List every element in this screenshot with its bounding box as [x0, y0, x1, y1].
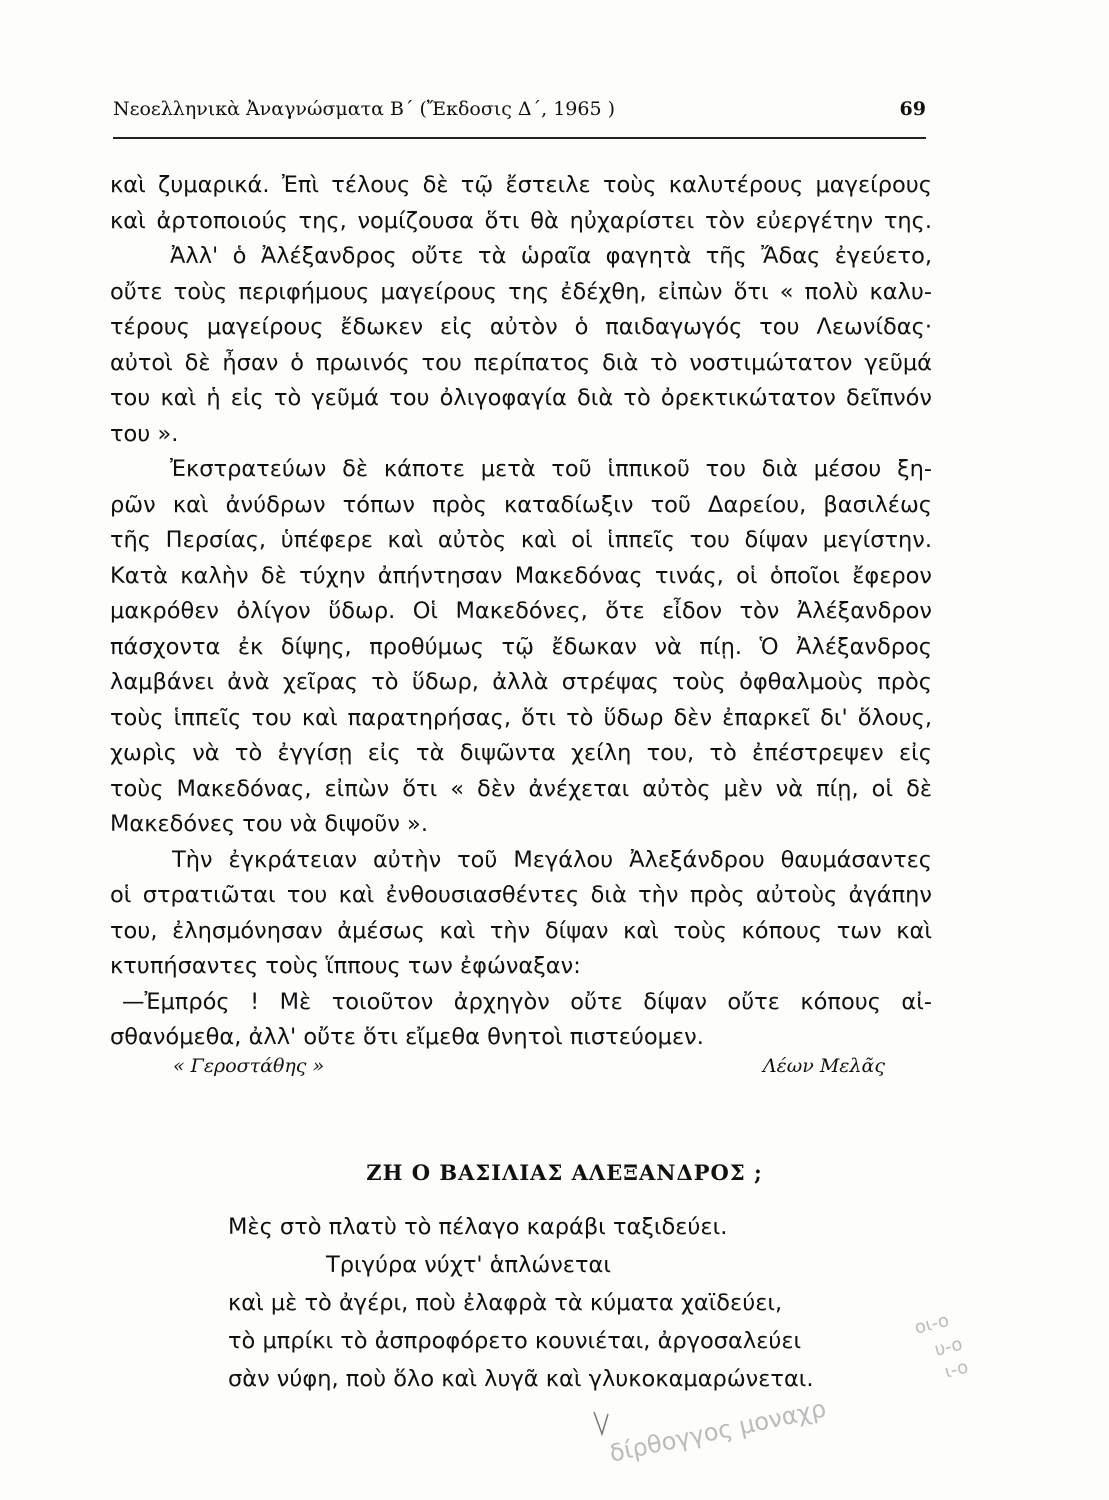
prose-line: του καὶ ἡ εἰς τὸ γεῦμά του ὀλιγοφαγία διὰ τὸ ὀρεκτικώτατον δεῖπνόν	[110, 385, 932, 411]
prose-line: τέρους μαγείρους ἔδωκεν εἰς αὐτὸν ὁ παιδαγωγός του Λεωνίδας·	[110, 314, 932, 340]
pencil-note-margin: ι-ο	[942, 1356, 971, 1383]
prose-line: χωρὶς νὰ τὸ ἐγγίσῃ εἰς τὰ διψῶντα χείλη του, τὸ ἐπέστρεψεν εἰς	[110, 740, 932, 766]
poem-title: ΖΗ Ο ΒΑΣΙΛΙΑΣ ΑΛΕΞΑΝΔΡΟΣ ;	[366, 1160, 763, 1185]
prose-line: Μακεδόνες του νὰ διψοῦν ».	[110, 811, 428, 837]
poem-line: τὸ μπρίκι τὸ ἀσπροφόρετο κουνιέται, ἀργοσαλεύει	[228, 1328, 802, 1354]
poem-body	[228, 1208, 868, 1398]
page-number: 69	[899, 98, 926, 120]
attribution-source: « Γεροστάθης »	[173, 1055, 325, 1077]
attribution-author: Λέων Μελᾶς	[762, 1055, 885, 1077]
pencil-note-margin: οι-ο	[912, 1309, 952, 1339]
prose-line: Ἀλλ' ὁ Ἀλέξανδρος οὔτε τὰ ὡραῖα φαγητὰ τῆς Ἄδας ἐγεύετο,	[170, 243, 932, 269]
prose-line: τοὺς Μακεδόνας, εἰπὼν ὅτι « δὲν ἀνέχεται αὐτὸς μὲν νὰ πίῃ, οἱ δὲ	[110, 775, 932, 802]
prose-line: —Ἐμπρός ! Μὲ τοιοῦτον ἀρχηγὸν οὔτε δίψαν οὔτε κόπους αἰ-	[122, 988, 932, 1015]
poem-line: σὰν νύφη, ποὺ ὅλο καὶ λυγᾶ καὶ γλυκοκαμαρώνεται.	[228, 1366, 814, 1392]
prose-line: Τὴν ἐγκράτειαν αὐτὴν τοῦ Μεγάλου Ἀλεξάνδρου θαυμάσαντες	[172, 846, 932, 873]
prose-body	[110, 168, 932, 1056]
prose-line: πάσχοντα ἐκ δίψης, προθύμως τῷ ἔδωκαν νὰ πίῃ. Ὁ Ἀλέξανδρος	[110, 633, 932, 660]
prose-line: οὔτε τοὺς περιφήμους μαγείρους της ἐδέχθη, εἰπὼν ὅτι « πολὺ καλυ-	[110, 278, 932, 305]
prose-line: του, ἐλησμόνησαν ἀμέσως καὶ τὴν δίψαν καὶ τοὺς κόπους των καὶ	[110, 917, 932, 944]
prose-line: καὶ ἀρτοποιούς της, νομίζουσα ὅτι θὰ ηὐχαρίστει τὸν εὐεργέτην της.	[110, 207, 932, 234]
prose-line: οἱ στρατιῶται του καὶ ἐνθουσιασθέντες διὰ τὴν πρὸς αὐτοὺς ἀγάπην	[110, 882, 932, 908]
pencil-note-margin: υ-ο	[932, 1333, 965, 1361]
poem-line: Μὲς στὸ πλατὺ τὸ πέλαγο καράβι ταξιδεύει.	[228, 1214, 728, 1240]
prose-line: τοὺς ἱππεῖς του καὶ παρατηρήσας, ὅτι τὸ ὕδωρ δὲν ἐπαρκεῖ δι' ὅλους,	[110, 704, 932, 731]
header-rule	[113, 137, 926, 139]
prose-line: μακρόθεν ὀλίγον ὕδωρ. Οἱ Μακεδόνες, ὅτε εἶδον τὸν Ἀλέξανδρον	[110, 598, 932, 624]
pencil-note-bottom: δίρθογγος μοναχρ	[607, 1394, 829, 1468]
attribution	[173, 1055, 885, 1077]
prose-line: λαμβάνει ἀνὰ χεῖρας τὸ ὕδωρ, ἀλλὰ στρέψας τοὺς ὀφθαλμοὺς πρὸς	[110, 669, 932, 695]
pencil-check-mark	[590, 1408, 620, 1438]
prose-line: του ».	[110, 420, 179, 447]
prose-line: καὶ ζυμαρικά. Ἐπὶ τέλους δὲ τῷ ἔστειλε τοὺς καλυτέρους μαγείρους	[110, 172, 932, 198]
prose-line: Ἐκστρατεύων δὲ κάποτε μετὰ τοῦ ἱππικοῦ του διὰ μέσου ξη-	[170, 456, 932, 482]
running-header	[113, 98, 926, 120]
prose-line: Κατὰ καλὴν δὲ τύχην ἀπήντησαν Μακεδόνας τινάς, οἱ ὁποῖοι ἔφερον	[110, 562, 932, 589]
prose-line: σθανόμεθα, ἀλλ' οὔτε ὅτι εἴμεθα θνητοὶ πιστεύομεν.	[110, 1024, 704, 1050]
prose-line: αὐτοὶ δὲ ἦσαν ὁ πρωινός του περίπατος διὰ τὸ νοστιμώτατον γεῦμά	[110, 349, 932, 376]
poem-line: Τριγύρα νύχτ' ἁπλώνεται	[326, 1252, 611, 1278]
prose-line: τῆς Περσίας, ὑπέφερε καὶ αὐτὸς καὶ οἱ ἱππεῖς του δίψαν μεγίστην.	[110, 527, 932, 553]
prose-line: κτυπήσαντες τοὺς ἵππους των ἐφώναξαν:	[110, 953, 581, 979]
running-title: Νεοελληνικὰ Ἀναγνώσματα Β΄ (Ἔκδοσις Δ΄, 1965 )	[113, 98, 616, 120]
poem-line: καὶ μὲ τὸ ἀγέρι, ποὺ ἐλαφρὰ τὰ κύματα χαϊδεύει,	[228, 1290, 783, 1316]
prose-line: ρῶν καὶ ἀνύδρων τόπων πρὸς καταδίωξιν τοῦ Δαρείου, βασιλέως	[110, 491, 932, 518]
